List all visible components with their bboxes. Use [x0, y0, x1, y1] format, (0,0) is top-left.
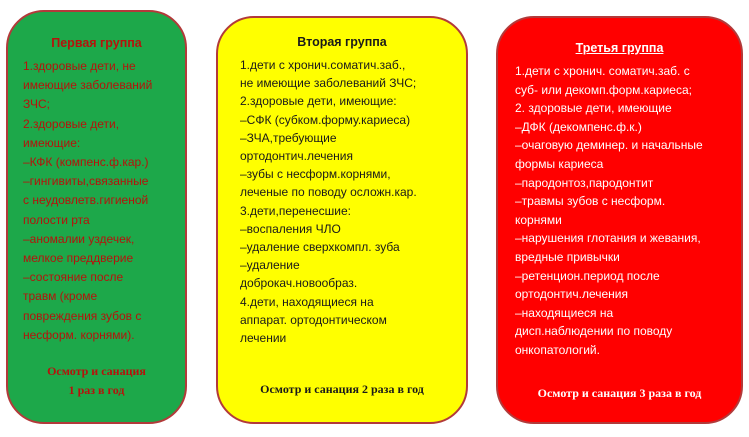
criteria-line: –ретенцион.период после [515, 268, 660, 283]
criteria-line: дисп.наблюдении по поводу [515, 324, 673, 339]
criteria-line: лечении [240, 331, 287, 346]
criteria-line: формы кариеса [515, 156, 604, 171]
criteria-line: –пародонтоз,пародонтит [515, 175, 654, 190]
criteria-line: –КФК (компенс.ф.кар.) [23, 155, 149, 170]
group-1-footer [8, 362, 185, 400]
criteria-line: доброкач.новообраз. [240, 276, 358, 291]
criteria-line: 2.здоровые дети, [23, 116, 120, 131]
criteria-line: –СФК (субком.форму.кариеса) [240, 112, 411, 127]
criteria-line: корнями [515, 212, 562, 227]
group-3-footer [498, 384, 741, 403]
criteria-line: –ДФК (декомпенс.ф.к.) [515, 119, 642, 134]
criteria-line: –аномалии уздечек, [23, 231, 135, 246]
group-1-footer-line: 1 раз в год [68, 383, 125, 397]
criteria-line: –воспаления ЧЛО [240, 221, 341, 236]
criteria-line: аппарат. ортодонтическом [240, 312, 387, 327]
criteria-line: –нарушения глотания и жевания, [515, 231, 701, 246]
criteria-line: –гингивиты,связанные [23, 174, 149, 189]
criteria-line: мелкое преддверие [23, 251, 134, 266]
criteria-line: 1.дети с хронич. соматич.заб. с [515, 64, 690, 78]
group-2-card [216, 16, 468, 424]
criteria-line: 2. здоровые дети, имеющие [515, 101, 672, 116]
criteria-line: несформ. корнями). [23, 327, 135, 342]
group-3-footer-line: Осмотр и санация 3 раза в год [537, 386, 702, 400]
criteria-line: вредные привычки [515, 249, 620, 264]
group-3-title: Третья группа [575, 41, 664, 55]
criteria-line: 3.дети,перенесшие: [240, 203, 351, 218]
group-2-criteria-list [240, 56, 417, 347]
group-2-footer [218, 380, 466, 399]
criteria-line: имеющие заболеваний [23, 78, 153, 93]
group-1-card [6, 10, 187, 424]
group-2-title: Вторая группа [297, 35, 387, 49]
criteria-line: 2.здоровые дети, имеющие: [240, 94, 397, 109]
criteria-line: –состояние после [23, 270, 124, 285]
criteria-line: 4.дети, находящиеся на [240, 294, 374, 309]
criteria-line: повреждения зубов с [23, 308, 142, 323]
criteria-line: –находящиеся на [515, 305, 614, 320]
group-1-criteria-list [23, 57, 152, 345]
criteria-line: –очаговую деминер. и начальные [515, 138, 703, 153]
criteria-line: ЗЧС; [23, 97, 50, 112]
criteria-line: леченые по поводу осложн.кар. [240, 185, 417, 200]
criteria-line: с неудовлетв.гигиеной [23, 193, 149, 208]
criteria-line: –травмы зубов с несформ. [515, 194, 666, 209]
criteria-line: имеющие: [23, 135, 81, 150]
group-1-footer-line: Осмотр и санация [47, 364, 146, 378]
group-3-criteria-list [515, 62, 703, 360]
criteria-line: 1.дети с хронич.соматич.заб., [240, 58, 406, 72]
criteria-line: –зубы с несформ.корнями, [240, 167, 391, 182]
group-3-card [496, 16, 743, 424]
group-2-footer-line: Осмотр и санация 2 раза в год [260, 382, 424, 396]
criteria-line: ортодонтич.лечения [515, 287, 628, 302]
criteria-line: –ЗЧА,требующие [240, 130, 337, 145]
criteria-line: суб- или декомп.форм.кариеса; [515, 82, 692, 97]
criteria-line: онкопатологий. [515, 342, 600, 357]
criteria-line: не имеющие заболеваний ЗЧС; [240, 76, 417, 91]
criteria-line: –удаление сверхкомпл. зуба [240, 240, 400, 255]
criteria-line: травм (кроме [23, 289, 98, 304]
criteria-line: ортодонтич.лечения [240, 149, 353, 164]
criteria-line: –удаление [240, 258, 300, 273]
criteria-line: 1.здоровые дети, не [23, 59, 136, 73]
criteria-line: полости рта [23, 212, 90, 227]
group-1-title: Первая группа [51, 36, 142, 50]
